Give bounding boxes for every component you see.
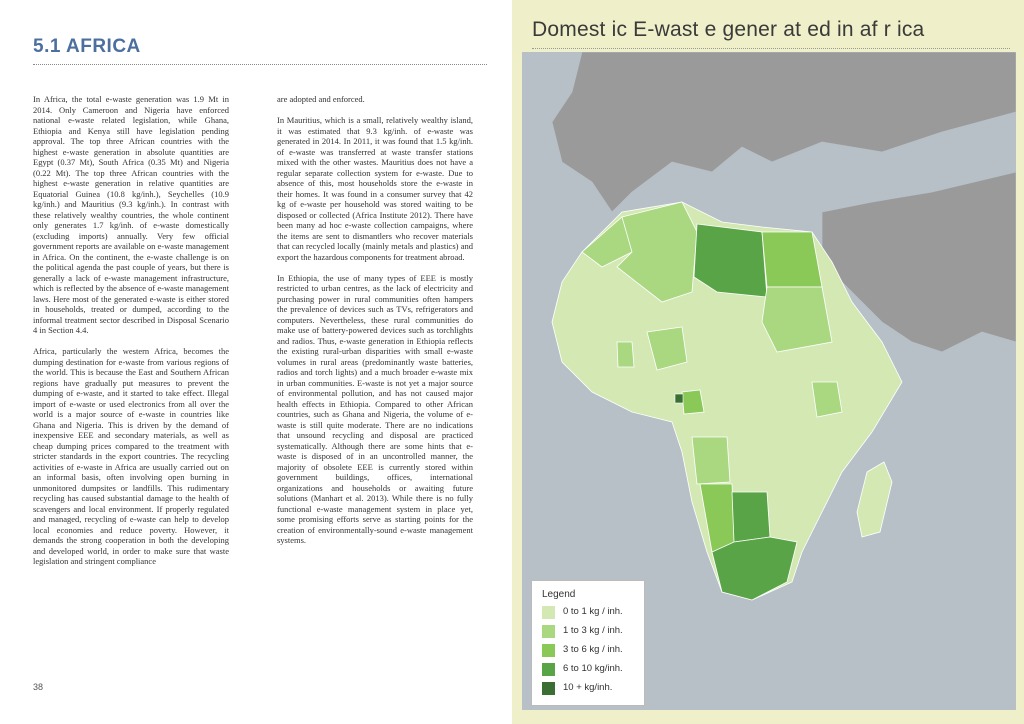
paragraph: In Ethiopia, the use of many types of EEE is mostly restricted to urban centres, as the lack of electricity and purchasing power in rural communities often hampers the prevalence of devices such as TVs, refrigerators and computers. Nevertheless, these rural communities do make use of battery-powered devices such as torchlights and radios. Thus, e-waste generation in Ethiopia reflects the existing rural-urban disparities with small e-waste volumes in rural areas (predominantly waste batteries, radios and torch lights) and a much broader e-waste mix in urban communities. E-waste is not yet a major source of environmental pollution, and has not caused major health effects in Ethiopia. Compared to other African countries, such as Ghana and Nigeria, the volume of e-waste is still quite moderate. There are no indications that unsound recycling and disposal are practiced systematically. Although there are some hints that e-waste is disposed of in an uncontrolled manner, the majority of obsolete EEE is currently stored within government buildings, offices, international organizations and households or awaiting future solutions (Manhart et al. 2013). While there is no fully functional e-waste management system in place yet, some promising efforts serve as starting points for the creation of environmentally-sound e-waste management systems. <box>277 272 473 545</box>
legend-swatch <box>542 663 555 676</box>
paragraph: are adopted and enforced. <box>277 94 365 104</box>
title-divider <box>33 64 487 65</box>
text-column-2 <box>277 94 473 556</box>
left-page <box>0 0 510 724</box>
egypt-region <box>762 232 822 287</box>
legend-item <box>542 624 642 640</box>
text-column-1 <box>33 94 229 577</box>
legend-label: 6 to 10 kg/inh. <box>563 663 623 674</box>
paragraph: In Mauritius, which is a small, relatively wealthy island, it was estimated that 9.3 kg/inh. of e-waste was generated in 2014. In 2011, it was found that 1.5 kg/inh. of e-waste was transferred at waste transfer stations mixed with the other wastes. Mauritius does not have a regular separate collection system for e-waste. Due to absence of this, most households store the e-waste in their homes. It was found in a consumer survey that 42 kg of e-waste per household was stored waiting to be disposed or collected (Africa Institute 2012). There have been many ad hoc e-waste collection campaigns, where the items are sent to dismantlers who recover materials that can recycled locally (mainly metals and plastics) and export the hazardous components for treatment abroad. <box>277 115 473 262</box>
legend-item <box>542 643 642 659</box>
legend-swatch <box>542 606 555 619</box>
legend-swatch <box>542 682 555 695</box>
botswana-region <box>732 492 770 542</box>
legend-label: 10 + kg/inh. <box>563 682 613 693</box>
map-legend <box>531 580 645 706</box>
equatorial-guinea-region <box>675 394 683 403</box>
gabon-region <box>682 390 704 414</box>
paragraph: In Africa, the total e-waste generation was 1.9 Mt in 2014. Only Cameroon and Nigeria have enforced national e-waste related legislation, while Ghana, Ethiopia and Kenya still have legislation pending approval. The top three African countries with the highest e-waste generation in absolute quantities are Egypt (0.37 Mt), South Africa (0.35 Mt) and Nigeria (0.22 Mt). The top three African countries with the highest e-waste generation in relative quantities are Equatorial Guinea (10.8 kg/inh.), Seychelles (10.9 kg/inh.) and Mauritius (9.3 kg/inh.). In contrast with these relatively wealthy countries, the whole continent only generates 1.7 kg/inh. of e-waste domestically (excluding imports) annually. Very few official government reports are available on e-waste management in Africa. On the continent, the e-waste challenge is on the political agenda the past couple of years, but there is generally a lack of e-waste management infrastructure, which is reflected by the absence of e-waste management laws. Here most of the generated e-waste is either stored in households, treated or dumped, according to the informal treatment sector described in Disposal Scenario 4 in Section 4.4. <box>33 94 229 335</box>
legend-label: 0 to 1 kg / inh. <box>563 606 623 617</box>
legend-swatch <box>542 644 555 657</box>
paragraph: Africa, particularly the western Africa, becomes the dumping destination for e-waste from various regions of the world. This is because the East and Southern African regions have gradually put measures to prevent the dumping of e-waste, and it started to take effect. Illegal import of e-waste or used electronics from all over the world is a major source of e-waste in countries like Ghana and Nigeria. This is driven by the demand of inexpensive EEE and secondary materials, as well as cheap dumping prices compared to the treatment with stricter standards in the export countries. The recycling activities of e-waste in Africa are usually carried out on an informal basis, often involving open burning in unmonitored dumpsites or landfills. This rudimentary recycling has caused substantial damage to the health of scavengers and local environment. If properly regulated and managed, recycling of e-waste can help to develop local economies and reduce poverty. However, it demands the strong cooperation in both the developing and developed world, in order to make sure that waste legislation and stringent compliance <box>33 346 229 566</box>
legend-item <box>542 662 642 678</box>
map-title-divider <box>532 48 1010 49</box>
kenya-region <box>812 382 842 417</box>
legend-item <box>542 681 642 697</box>
legend-title: Legend <box>542 589 576 600</box>
map-title: Domest ic E-wast e gener at ed in af r ica <box>532 18 925 41</box>
angola-region <box>692 437 730 484</box>
ghana-region <box>617 342 634 367</box>
section-title: 5.1 AFRICA <box>33 36 141 57</box>
legend-label: 3 to 6 kg / inh. <box>563 644 623 655</box>
sudan-region <box>762 287 832 352</box>
page-number: 38 <box>33 682 44 692</box>
legend-item <box>542 605 642 621</box>
legend-label: 1 to 3 kg / inh. <box>563 625 623 636</box>
legend-swatch <box>542 625 555 638</box>
